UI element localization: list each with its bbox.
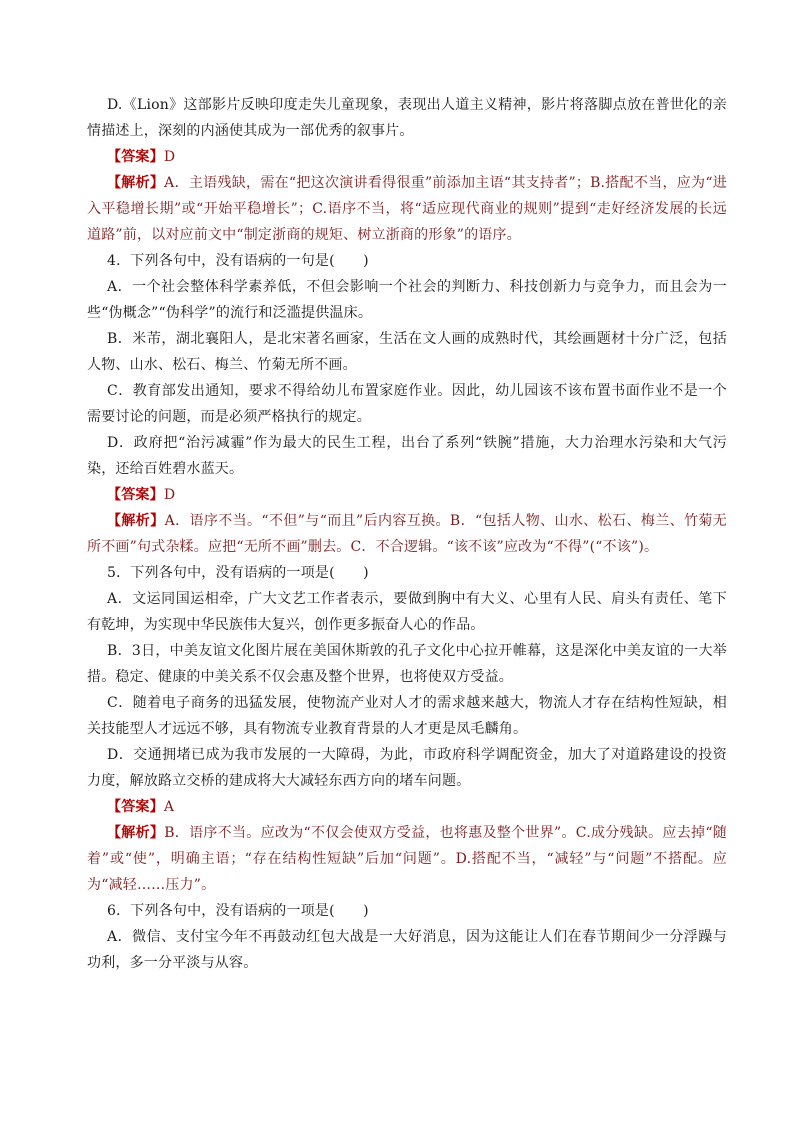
- analysis-tag: 【解析】: [107, 175, 165, 191]
- answer-line: [87, 144, 727, 170]
- question-6-stem: 6．下列各句中，没有语病的一项是( ): [107, 903, 369, 919]
- analysis-text: A．主语残缺，需在“把这次演讲看得很重”前添加主语“其支持者”；B.搭配不当，应为“进入平稳增长期”或“开始平稳增长”；C.语序不当，将“适应现代商业的规则”提到“走好经济发展的长远道路”前，以对应前文中“制定浙商的规矩、树立浙商的形象”的语序。: [87, 175, 727, 243]
- analysis-tag: 【解析】: [107, 513, 165, 529]
- answer-tag: 【答案】: [107, 487, 164, 503]
- analysis-text: B．语序不当。应改为“不仅会使双方受益，也将惠及整个世界”。C.成分残缺。应去掉“随着”或“使”，明确主语；“存在结构性短缺”后加“问题”。D.搭配不当，“减轻”与“问题”不搭配。应为“减轻……压力”。: [87, 825, 727, 893]
- question-5-stem: 5．下列各句中，没有语病的一项是( ): [107, 565, 369, 581]
- option-a-text: A．微信、支付宝今年不再鼓动红包大战是一大好消息，因为这能让人们在春节期间少一分浮躁与功利，多一分平淡与从容。: [87, 929, 727, 971]
- answer-value: D: [163, 487, 176, 503]
- question-4-stem: 4．下列各句中，没有语病的一句是( ): [107, 253, 369, 269]
- answer-value: D: [163, 149, 176, 165]
- option-a-text: A．文运同国运相牵，广大文艺工作者表示，要做到胸中有大义、心里有人民、肩头有责任、笔下有乾坤，为实现中华民族伟大复兴，创作更多振奋人心的作品。: [87, 591, 727, 633]
- answer-tag: 【答案】: [107, 799, 164, 815]
- answer-tag: 【答案】: [107, 149, 164, 165]
- answer-value: A: [163, 799, 175, 815]
- option-c-text: C．随着电子商务的迅猛发展，使物流产业对人才的需求越来越大，物流人才存在结构性短缺，相关技能型人才远远不够，具有物流专业教育背景的人才更是凤毛麟角。: [87, 695, 727, 737]
- answer-line: [87, 794, 727, 820]
- option-b-text: B．3日，中美友谊文化图片展在美国休斯敦的孔子文化中心拉开帷幕，这是深化中美友谊的一大举措。稳定、健康的中美关系不仅会惠及整个世界，也将使双方受益。: [87, 643, 727, 685]
- answer-line: [87, 482, 727, 508]
- option-d-text: D.《Lion》这部影片反映印度走失儿童现象，表现出人道主义精神，影片将落脚点放在普世化的亲情描述上，深刻的内涵使其成为一部优秀的叙事片。: [87, 97, 727, 139]
- analysis-tag: 【解析】: [107, 825, 165, 841]
- option-c-text: C．教育部发出通知，要求不得给幼儿布置家庭作业。因此，幼儿园该不该布置书面作业不是一个需要讨论的问题，而是必须严格执行的规定。: [87, 383, 727, 425]
- option-a-text: A．一个社会整体科学素养低，不但会影响一个社会的判断力、科技创新力与竞争力，而且会为一些“伪概念”“伪科学”的流行和泛滥提供温床。: [87, 279, 727, 321]
- option-b-text: B．米芾，湖北襄阳人，是北宋著名画家，生活在文人画的成熟时代，其绘画题材十分广泛，包括人物、山水、松石、梅兰、竹菊无所不画。: [87, 331, 727, 373]
- analysis-line: [87, 170, 727, 248]
- analysis-text: A．语序不当。“不但”与“而且”后内容互换。B．“包括人物、山水、松石、梅兰、竹菊无所不画”句式杂糅。应把“无所不画”删去。C．不合逻辑。“该不该”应改为“不得”(“不该”)。: [87, 513, 727, 555]
- analysis-line: [87, 508, 727, 560]
- option-d-text: D．政府把“治污减霾”作为最大的民生工程，出台了系列“铁腕”措施，大力治理水污染和大气污染，还给百姓碧水蓝天。: [87, 435, 727, 477]
- option-d-text: D．交通拥堵已成为我市发展的一大障碍，为此，市政府科学调配资金，加大了对道路建设的投资力度，解放路立交桥的建成将大大减轻东西方向的堵车问题。: [87, 747, 727, 789]
- document-content: [87, 92, 727, 976]
- analysis-line: [87, 820, 727, 898]
